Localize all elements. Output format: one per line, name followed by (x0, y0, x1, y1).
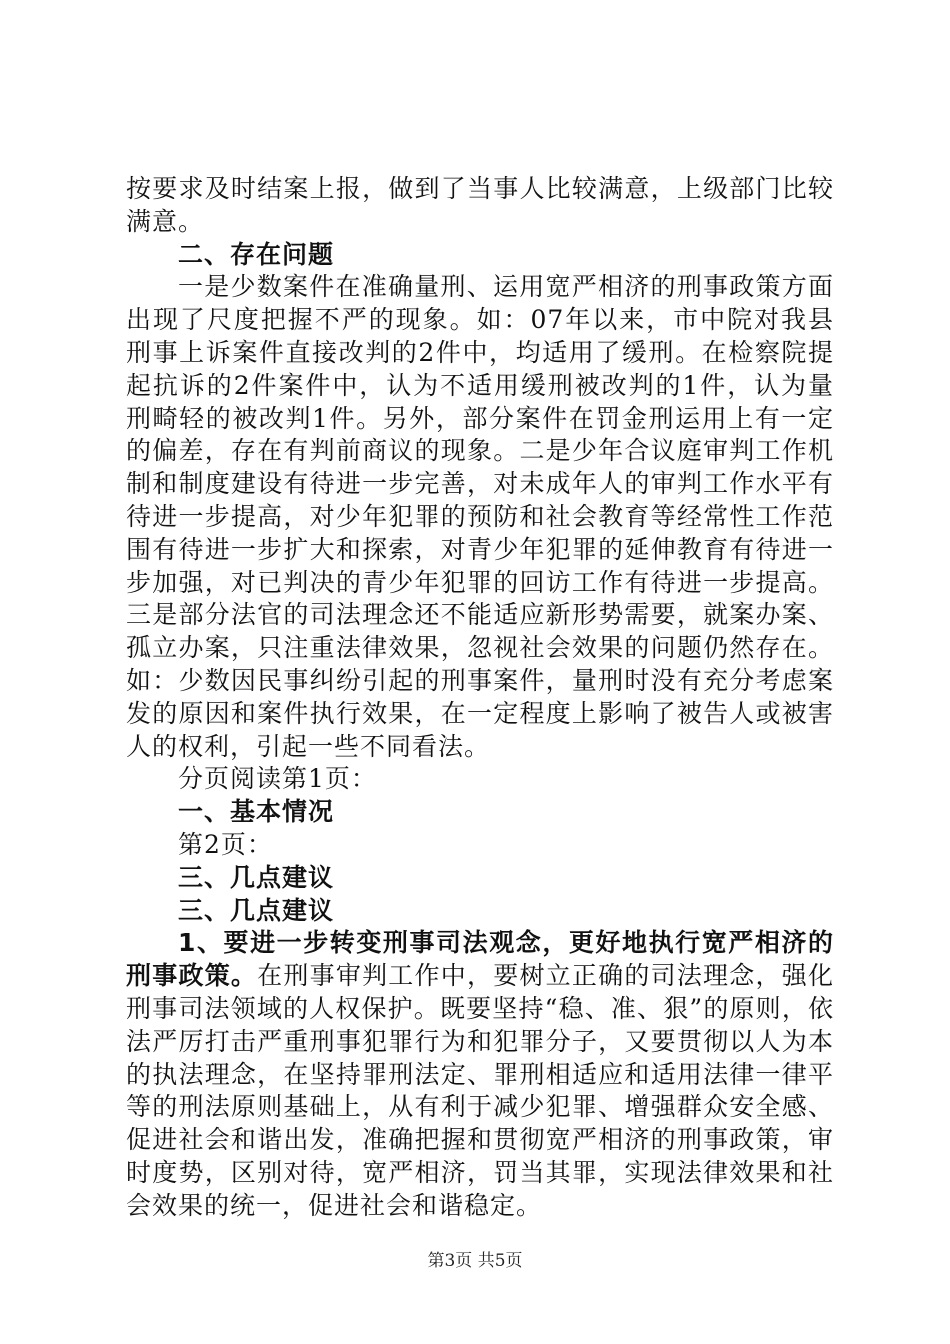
page-read-note: 分页阅读第1页： (178, 764, 377, 794)
heading-suggestions-second: 三、几点建议 (178, 895, 335, 925)
paragraph-suggestion-one (126, 927, 834, 1222)
page-two-note: 第2页： (178, 829, 273, 859)
paragraph-continuation: 按要求及时结案上报，做到了当事人比较满意，上级部门比较满意。 (126, 174, 834, 236)
suggestion-one-lead: 1、要进一步转变刑事司法观念，更好地执行宽严相济的刑事政策。 (126, 928, 834, 991)
page-footer: 第3页 共5页 (427, 1251, 523, 1271)
document-body (126, 173, 834, 1223)
heading-basic-situation: 一、基本情况 (178, 797, 335, 827)
paragraph-problems: 一是少数案件在准确量刑、运用宽严相济的刑事政策方面出现了尺度把握不严的现象。如：07年以来，市中院对我县刑事上诉案件直接改判的2件中，均适用了缓刑。在检察院提起抗诉的2件案件中，认为不适用缓刑被改判的1件，认为量刑畸轻的被改判1件。另外，部分案件在罚金刑运用上有一定的偏差，存在有判前商议的现象。二是少年合议庭审判工作机制和制度建设有待进一步完善，对未成年人的审判工作水平有待进一步提高，对少年犯罪的预防和社会教育等经常性工作范围有待进一步扩大和探索，对青少年犯罪的延伸教育有待进一步加强，对已判决的青少年犯罪的回访工作有待进一步提高。三是部分法官的司法理念还不能适应新形势需要，就案办案、孤立办案，只注重法律效果，忽视社会效果的问题仍然存在。如：少数因民事纠纷引起的刑事案件，量刑时没有充分考虑案发的原因和案件执行效果，在一定程度上影响了被告人或被害人的权利，引起一些不同看法。 (126, 272, 834, 761)
suggestion-one-body: 在刑事审判工作中，要树立正确的司法理念，强化刑事司法领域的人权保护。既要坚持“稳、准、狠”的原则，依法严厉打击严重刑事犯罪行为和犯罪分子，又要贯彻以人为本的执法理念，在坚持罪刑法定、罪刑相适应和适用法律一律平等的刑法原则基础上，从有利于减少犯罪、增强群众安全感、促进社会和谐出发，准确把握和贯彻宽严相济的刑事政策，审时度势，区别对待，宽严相济，罚当其罪，实现法律效果和社会效果的统一，促进社会和谐稳定。 (126, 961, 834, 1220)
heading-suggestions-first: 三、几点建议 (178, 862, 335, 892)
heading-existing-problems: 二、存在问题 (178, 239, 335, 269)
